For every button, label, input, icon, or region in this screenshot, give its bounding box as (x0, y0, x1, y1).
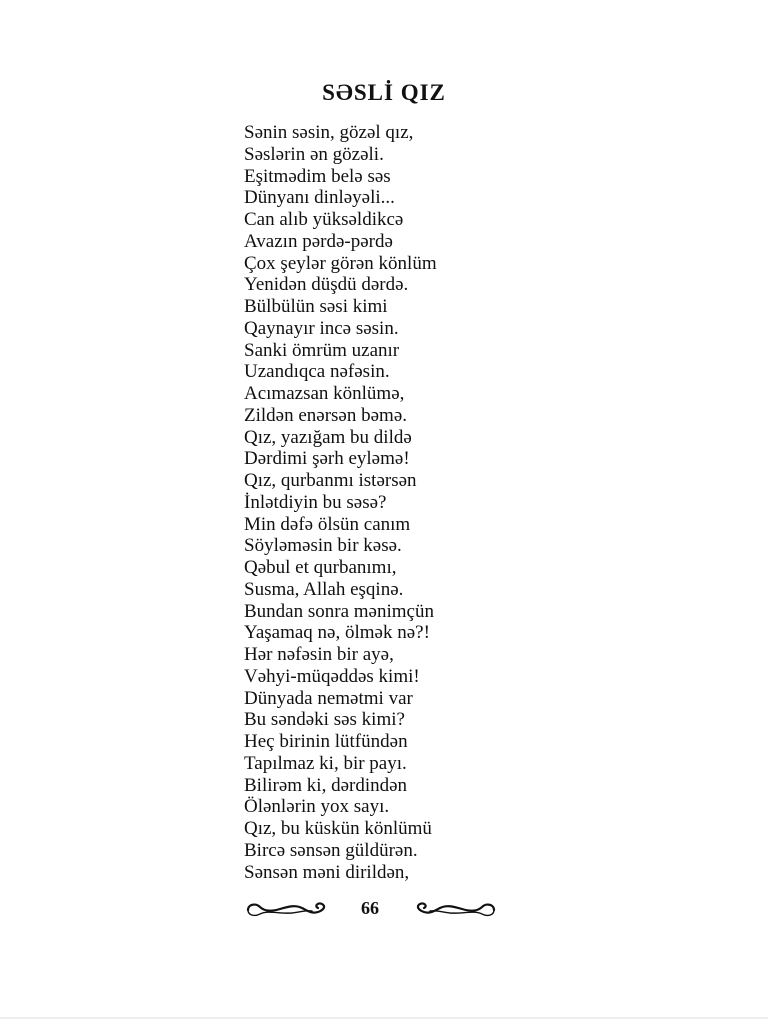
scan-edge-divider (0, 1017, 768, 1019)
poem-line: Can alıb yüksəldikcə (244, 209, 404, 230)
poem-line: Bilirəm ki, dərdindən (244, 774, 408, 796)
poem-line: Sanki ömrüm uzanır (244, 339, 400, 361)
poem-line: Söyləməsin bir kəsə. (244, 535, 402, 557)
page-footer (0, 896, 768, 926)
right-flourish-icon (412, 898, 502, 922)
poem-line: Dünyada nemətmi var (244, 687, 413, 709)
poem-line: Sənsən məni dirildən, (244, 861, 410, 883)
poem-line: Qız, yazığam bu dildə (244, 426, 412, 448)
poem-line: Çox şeylər görən könlüm (244, 252, 437, 274)
poem-line: Qəbul et qurbanımı, (244, 557, 397, 578)
poem-line: Zildən enərsən bəmə. (244, 404, 408, 426)
poem-line: Sənin səsin, gözəl qız, (244, 122, 414, 143)
poem-line: Bundan sonra mənimçün (244, 600, 434, 622)
poem-line: Bircə sənsən güldürən. (244, 839, 418, 861)
poem-line: Bülbülün səsi kimi (244, 296, 388, 317)
poem-line: Ölənlərin yox sayı. (244, 796, 390, 818)
poem-body (244, 122, 437, 883)
poem-line: Tapılmaz ki, bir payı. (244, 752, 407, 774)
poem-line: İnlətdiyin bu səsə? (244, 491, 387, 513)
poem-line: Min dəfə ölsün canım (244, 513, 411, 535)
poem-line: Bu səndəki səs kimi? (244, 709, 405, 731)
poem-line: Yaşamaq nə, ölmək nə?! (244, 622, 430, 644)
poem-line: Qaynayır incə səsin. (244, 317, 399, 339)
page-number: 66 (361, 898, 379, 918)
poem-line: Qız, bu küskün könlümü (244, 818, 432, 839)
poem-line: Dünyanı dinləyəli... (244, 187, 395, 209)
poem-line: Hər nəfəsin bir ayə, (244, 644, 394, 665)
left-flourish-icon (240, 898, 330, 922)
poem-line: Heç birinin lütfündən (244, 731, 408, 752)
poem-line: Uzandıqca nəfəsin. (244, 361, 390, 383)
poem-line: Eşitmədim belə səs (244, 165, 391, 187)
poem-line: Səslərin ən gözəli. (244, 143, 384, 165)
poem-line: Acımazsan könlümə, (244, 383, 405, 404)
poem-line: Susma, Allah eşqinə. (244, 578, 404, 600)
poem-line: Qız, qurbanmı istərsən (244, 470, 417, 491)
poem-line: Yenidən düşdü dərdə. (244, 274, 409, 296)
poem-line: Dərdimi şərh eyləmə! (244, 448, 410, 470)
poem-line: Avazın pərdə-pərdə (244, 230, 393, 252)
poem-line: Vəhyi-müqəddəs kimi! (244, 665, 420, 687)
poem-title: SƏSLİ QIZ (322, 80, 446, 105)
